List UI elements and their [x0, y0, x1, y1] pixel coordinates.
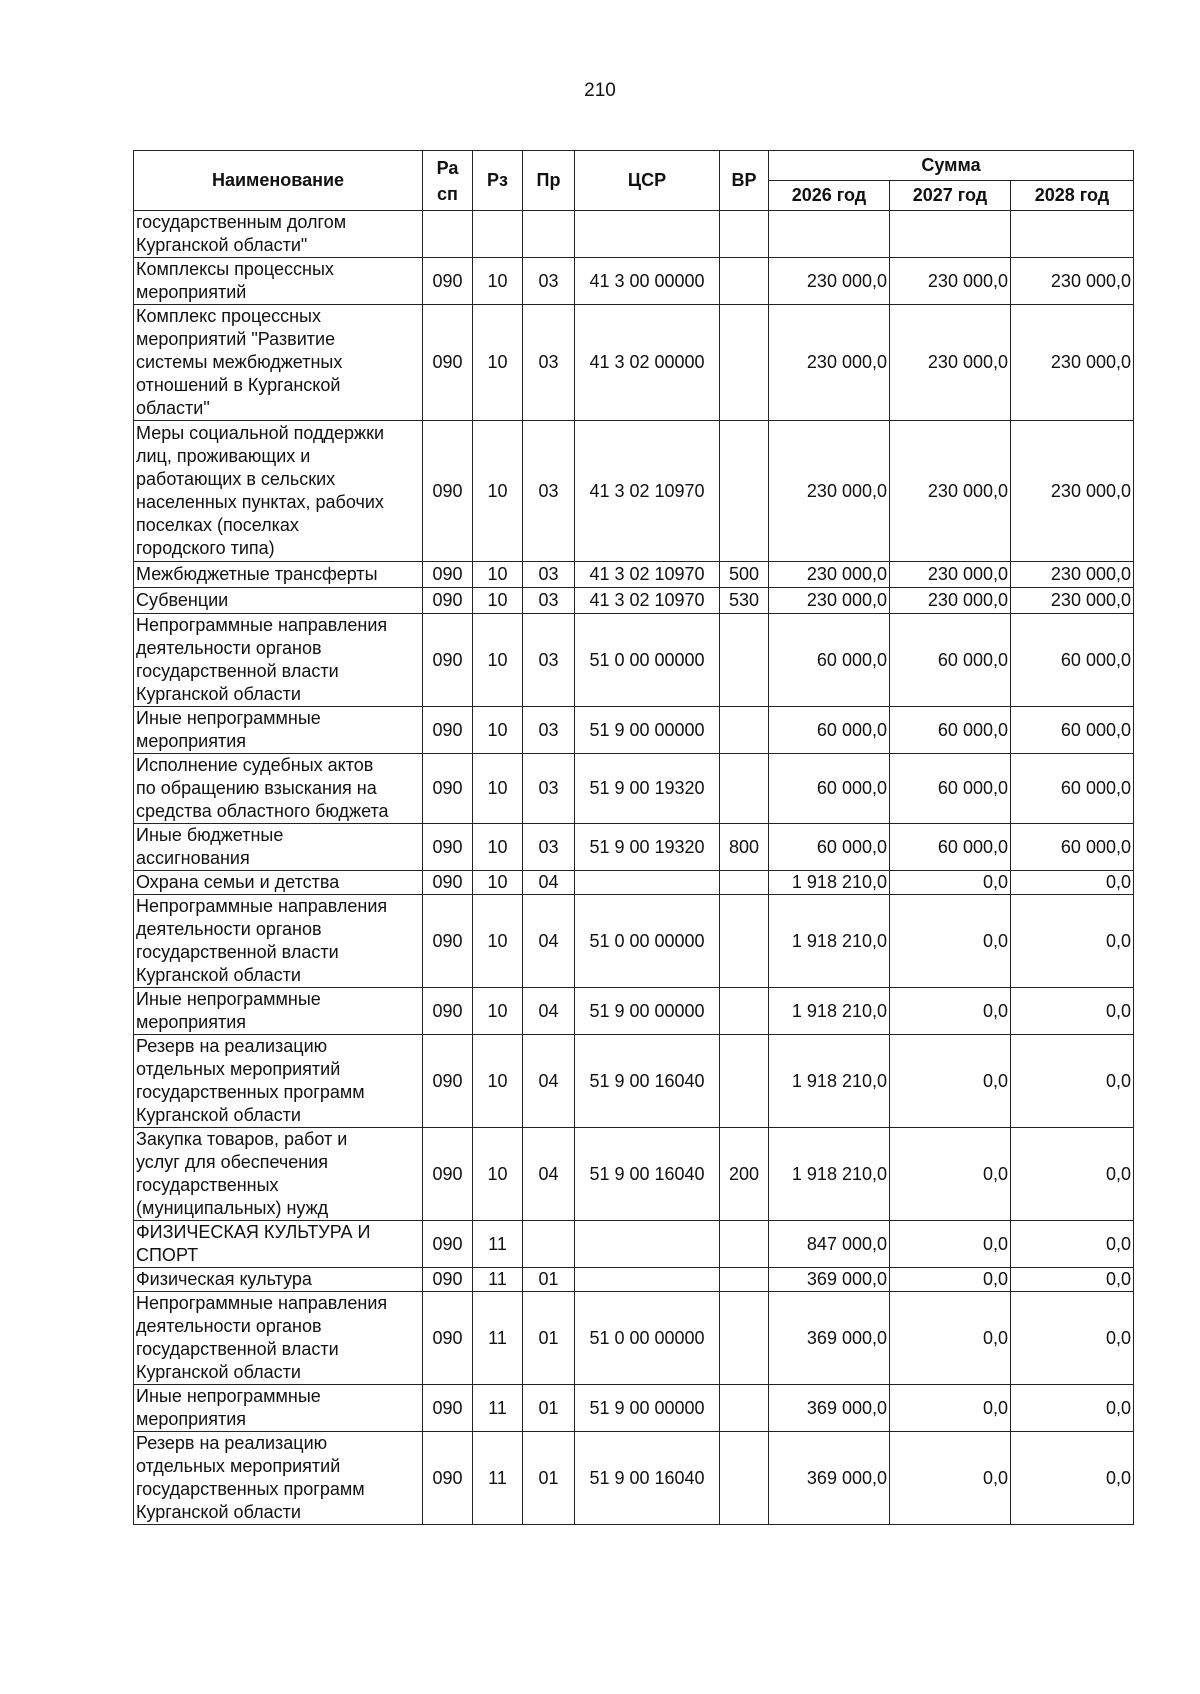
cell-rasp [423, 211, 473, 258]
cell-name [134, 988, 423, 1035]
cell-name [134, 1035, 423, 1128]
cell-2026: 230 000,0 [769, 305, 890, 421]
cell-rz: 11 [473, 1385, 523, 1432]
row-name-text: Охрана семьи и детства [136, 872, 340, 892]
cell-2028: 0,0 [1011, 895, 1134, 988]
cell-rz: 10 [473, 1128, 523, 1221]
cell-2027: 230 000,0 [890, 305, 1011, 421]
cell-csr: 51 9 00 00000 [575, 1385, 720, 1432]
cell-csr: 41 3 02 10970 [575, 588, 720, 614]
cell-csr: 51 9 00 16040 [575, 1128, 720, 1221]
cell-rasp: 090 [423, 824, 473, 871]
cell-vr [720, 614, 769, 707]
row-name-text: Комплекс процессных мероприятий "Развитие системы межбюджетных отношений в Курганской области" [136, 306, 343, 418]
cell-csr: 51 9 00 00000 [575, 707, 720, 754]
table-row [134, 988, 1134, 1035]
table-row [134, 871, 1134, 895]
cell-csr: 41 3 02 10970 [575, 421, 720, 562]
cell-rasp: 090 [423, 1385, 473, 1432]
cell-rasp: 090 [423, 614, 473, 707]
cell-rasp: 090 [423, 895, 473, 988]
cell-pr: 01 [523, 1268, 575, 1292]
cell-2028: 0,0 [1011, 1128, 1134, 1221]
header-year-2026: 2026 год [769, 181, 890, 211]
cell-rz [473, 211, 523, 258]
header-vr: ВР [720, 151, 769, 211]
cell-2027: 0,0 [890, 1268, 1011, 1292]
cell-2028: 60 000,0 [1011, 824, 1134, 871]
cell-pr: 03 [523, 588, 575, 614]
cell-name [134, 895, 423, 988]
cell-csr: 41 3 00 00000 [575, 258, 720, 305]
cell-rasp: 090 [423, 1221, 473, 1268]
row-name-text: Иные непрограммные мероприятия [136, 708, 321, 751]
row-name-text: Физическая культура [136, 1269, 312, 1289]
table-row [134, 211, 1134, 258]
cell-rasp: 090 [423, 1292, 473, 1385]
cell-2028: 230 000,0 [1011, 588, 1134, 614]
cell-name [134, 754, 423, 824]
cell-2027: 60 000,0 [890, 824, 1011, 871]
header-rz: Рз [473, 151, 523, 211]
cell-vr [720, 258, 769, 305]
cell-2027: 230 000,0 [890, 421, 1011, 562]
table-row [134, 707, 1134, 754]
cell-vr [720, 1432, 769, 1525]
cell-2027: 0,0 [890, 988, 1011, 1035]
cell-rz: 10 [473, 754, 523, 824]
table-row [134, 562, 1134, 588]
row-name-text: Исполнение судебных актов по обращению взыскания на средства областного бюджета [136, 755, 389, 821]
cell-2028: 0,0 [1011, 988, 1134, 1035]
cell-2026: 60 000,0 [769, 754, 890, 824]
cell-2027: 230 000,0 [890, 562, 1011, 588]
cell-rasp: 090 [423, 871, 473, 895]
row-name-text: Непрограммные направления деятельности органов государственной власти Курганской области [136, 615, 388, 704]
header-year-2028: 2028 год [1011, 181, 1134, 211]
cell-pr: 01 [523, 1432, 575, 1525]
cell-rz: 11 [473, 1292, 523, 1385]
cell-2026: 60 000,0 [769, 824, 890, 871]
cell-2026: 369 000,0 [769, 1432, 890, 1525]
header-name: Наименование [134, 151, 423, 211]
cell-name [134, 1292, 423, 1385]
cell-rz: 10 [473, 588, 523, 614]
cell-name [134, 258, 423, 305]
row-name-text: Резерв на реализацию отдельных мероприятий государственных программ Курганской области [136, 1036, 365, 1125]
table-row [134, 754, 1134, 824]
cell-rasp: 090 [423, 1432, 473, 1525]
cell-rz: 10 [473, 895, 523, 988]
cell-rz: 10 [473, 824, 523, 871]
cell-2026: 369 000,0 [769, 1385, 890, 1432]
cell-vr [720, 988, 769, 1035]
cell-rz: 10 [473, 562, 523, 588]
row-name-text: ФИЗИЧЕСКАЯ КУЛЬТУРА И СПОРТ [136, 1222, 371, 1265]
table-row [134, 258, 1134, 305]
row-name-text: государственным долгом Курганской области" [136, 212, 347, 255]
cell-pr: 04 [523, 988, 575, 1035]
cell-2028: 0,0 [1011, 1268, 1134, 1292]
cell-vr [720, 211, 769, 258]
cell-2027: 60 000,0 [890, 754, 1011, 824]
table-row [134, 1268, 1134, 1292]
header-csr: ЦСР [575, 151, 720, 211]
cell-rz: 10 [473, 1035, 523, 1128]
cell-vr: 800 [720, 824, 769, 871]
cell-csr: 51 0 00 00000 [575, 1292, 720, 1385]
cell-rasp: 090 [423, 258, 473, 305]
row-name-text: Комплексы процессных мероприятий [136, 259, 334, 302]
cell-vr [720, 1292, 769, 1385]
page-number: 210 [584, 80, 616, 101]
cell-name [134, 614, 423, 707]
cell-2026: 230 000,0 [769, 562, 890, 588]
cell-2026 [769, 211, 890, 258]
cell-vr [720, 421, 769, 562]
row-name-text: Закупка товаров, работ и услуг для обеспечения государственных (муниципальных) нужд [136, 1129, 348, 1218]
cell-csr: 51 9 00 00000 [575, 988, 720, 1035]
cell-2028: 60 000,0 [1011, 754, 1134, 824]
cell-csr [575, 1221, 720, 1268]
cell-pr: 01 [523, 1292, 575, 1385]
cell-rasp: 090 [423, 421, 473, 562]
cell-name [134, 707, 423, 754]
cell-vr [720, 1268, 769, 1292]
cell-2027: 60 000,0 [890, 707, 1011, 754]
header-sum: Сумма [769, 151, 1134, 181]
cell-pr: 04 [523, 871, 575, 895]
cell-rasp: 090 [423, 988, 473, 1035]
cell-2026: 230 000,0 [769, 421, 890, 562]
cell-name [134, 1221, 423, 1268]
cell-rasp: 090 [423, 1268, 473, 1292]
cell-rasp: 090 [423, 754, 473, 824]
cell-name [134, 211, 423, 258]
cell-pr [523, 211, 575, 258]
table-row [134, 1128, 1134, 1221]
cell-2027: 60 000,0 [890, 614, 1011, 707]
cell-2026: 230 000,0 [769, 258, 890, 305]
cell-csr: 51 9 00 16040 [575, 1035, 720, 1128]
cell-vr [720, 1035, 769, 1128]
cell-rasp: 090 [423, 562, 473, 588]
cell-vr [720, 1385, 769, 1432]
cell-vr [720, 707, 769, 754]
row-name-text: Непрограммные направления деятельности органов государственной власти Курганской области [136, 896, 388, 985]
cell-pr: 04 [523, 1035, 575, 1128]
cell-2026: 847 000,0 [769, 1221, 890, 1268]
cell-vr [720, 871, 769, 895]
cell-2027: 0,0 [890, 871, 1011, 895]
cell-rz: 10 [473, 421, 523, 562]
cell-vr [720, 754, 769, 824]
cell-2026: 1 918 210,0 [769, 895, 890, 988]
row-name-text: Меры социальной поддержки лиц, проживающих и работающих в сельских населенных пунктах, рабочих поселках (поселках городского типа) [136, 423, 384, 558]
cell-rz: 10 [473, 871, 523, 895]
cell-2028: 0,0 [1011, 1385, 1134, 1432]
cell-rasp: 090 [423, 1035, 473, 1128]
cell-vr: 530 [720, 588, 769, 614]
cell-rasp: 090 [423, 588, 473, 614]
row-name-text: Непрограммные направления деятельности органов государственной власти Курганской области [136, 1293, 388, 1382]
cell-csr: 51 9 00 19320 [575, 824, 720, 871]
cell-2027 [890, 211, 1011, 258]
cell-pr: 03 [523, 421, 575, 562]
cell-2027: 0,0 [890, 1432, 1011, 1525]
cell-csr [575, 871, 720, 895]
cell-rz: 10 [473, 258, 523, 305]
cell-2028: 0,0 [1011, 1035, 1134, 1128]
cell-csr [575, 211, 720, 258]
cell-pr: 03 [523, 562, 575, 588]
cell-2027: 0,0 [890, 1385, 1011, 1432]
cell-csr: 41 3 02 10970 [575, 562, 720, 588]
table-row [134, 895, 1134, 988]
cell-2028: 230 000,0 [1011, 258, 1134, 305]
cell-pr: 03 [523, 824, 575, 871]
cell-2027: 230 000,0 [890, 588, 1011, 614]
cell-vr: 500 [720, 562, 769, 588]
cell-name [134, 1268, 423, 1292]
cell-2028: 230 000,0 [1011, 421, 1134, 562]
cell-csr: 51 0 00 00000 [575, 614, 720, 707]
cell-name [134, 871, 423, 895]
cell-vr [720, 305, 769, 421]
cell-2027: 230 000,0 [890, 258, 1011, 305]
cell-2027: 0,0 [890, 1221, 1011, 1268]
table-row [134, 1292, 1134, 1385]
cell-2026: 60 000,0 [769, 614, 890, 707]
row-name-text: Иные непрограммные мероприятия [136, 1386, 321, 1429]
cell-2027: 0,0 [890, 1128, 1011, 1221]
cell-2026: 1 918 210,0 [769, 988, 890, 1035]
cell-name [134, 824, 423, 871]
cell-2028: 230 000,0 [1011, 305, 1134, 421]
row-name-text: Межбюджетные трансферты [136, 564, 378, 584]
cell-rz: 10 [473, 988, 523, 1035]
cell-2028: 0,0 [1011, 871, 1134, 895]
table-body [134, 211, 1134, 1525]
cell-csr: 51 0 00 00000 [575, 895, 720, 988]
table-row [134, 1432, 1134, 1525]
cell-rasp: 090 [423, 305, 473, 421]
cell-2028: 0,0 [1011, 1432, 1134, 1525]
row-name-text: Иные непрограммные мероприятия [136, 989, 321, 1032]
cell-name [134, 305, 423, 421]
cell-pr: 03 [523, 707, 575, 754]
budget-table [133, 150, 1134, 1525]
table-row [134, 588, 1134, 614]
cell-2026: 369 000,0 [769, 1292, 890, 1385]
cell-pr: 04 [523, 895, 575, 988]
cell-2028 [1011, 211, 1134, 258]
cell-2026: 60 000,0 [769, 707, 890, 754]
cell-2028: 60 000,0 [1011, 707, 1134, 754]
cell-2028: 0,0 [1011, 1221, 1134, 1268]
header-pr: Пр [523, 151, 575, 211]
table-row [134, 1221, 1134, 1268]
cell-pr: 01 [523, 1385, 575, 1432]
cell-name [134, 1128, 423, 1221]
cell-name [134, 588, 423, 614]
cell-2026: 1 918 210,0 [769, 1128, 890, 1221]
cell-csr: 51 9 00 19320 [575, 754, 720, 824]
cell-pr [523, 1221, 575, 1268]
cell-pr: 03 [523, 258, 575, 305]
row-name-text: Субвенции [136, 590, 229, 610]
cell-2026: 369 000,0 [769, 1268, 890, 1292]
cell-csr: 41 3 02 00000 [575, 305, 720, 421]
cell-vr [720, 1221, 769, 1268]
cell-csr [575, 1268, 720, 1292]
cell-rz: 10 [473, 305, 523, 421]
cell-2027: 0,0 [890, 895, 1011, 988]
cell-rasp: 090 [423, 1128, 473, 1221]
cell-2028: 60 000,0 [1011, 614, 1134, 707]
cell-2028: 0,0 [1011, 1292, 1134, 1385]
cell-name [134, 562, 423, 588]
header-year-2027: 2027 год [890, 181, 1011, 211]
cell-rz: 11 [473, 1221, 523, 1268]
cell-pr: 03 [523, 754, 575, 824]
table-row [134, 1035, 1134, 1128]
cell-rz: 11 [473, 1432, 523, 1525]
cell-2027: 0,0 [890, 1035, 1011, 1128]
table-row [134, 1385, 1134, 1432]
cell-pr: 04 [523, 1128, 575, 1221]
cell-rasp: 090 [423, 707, 473, 754]
cell-2026: 1 918 210,0 [769, 1035, 890, 1128]
cell-name [134, 1432, 423, 1525]
cell-2027: 0,0 [890, 1292, 1011, 1385]
row-name-text: Иные бюджетные ассигнования [136, 825, 284, 868]
header-rasp: Ра сп [423, 151, 473, 211]
cell-2026: 1 918 210,0 [769, 871, 890, 895]
cell-rz: 10 [473, 707, 523, 754]
cell-name [134, 1385, 423, 1432]
cell-vr [720, 895, 769, 988]
table-row [134, 614, 1134, 707]
table-row [134, 824, 1134, 871]
cell-name [134, 421, 423, 562]
row-name-text: Резерв на реализацию отдельных мероприятий государственных программ Курганской области [136, 1433, 365, 1522]
cell-2028: 230 000,0 [1011, 562, 1134, 588]
cell-rz: 11 [473, 1268, 523, 1292]
cell-csr: 51 9 00 16040 [575, 1432, 720, 1525]
cell-pr: 03 [523, 305, 575, 421]
table-row [134, 305, 1134, 421]
table-row [134, 421, 1134, 562]
cell-rz: 10 [473, 614, 523, 707]
cell-vr: 200 [720, 1128, 769, 1221]
cell-pr: 03 [523, 614, 575, 707]
cell-2026: 230 000,0 [769, 588, 890, 614]
